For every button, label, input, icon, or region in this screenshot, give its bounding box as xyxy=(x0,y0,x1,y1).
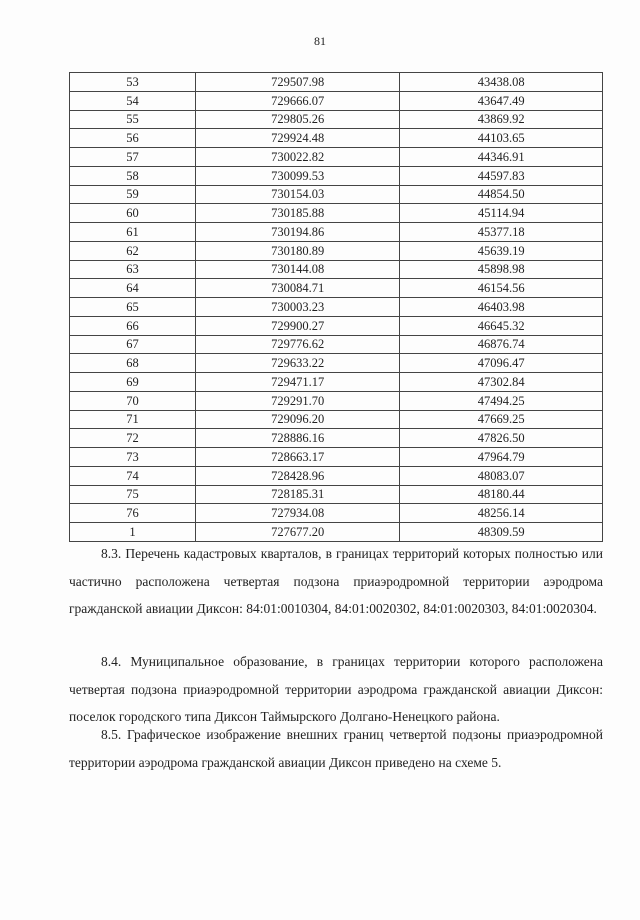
x-coordinate-cell: 727677.20 xyxy=(195,523,400,542)
point-number-cell: 60 xyxy=(70,204,196,223)
y-coordinate-cell: 46645.32 xyxy=(400,316,603,335)
point-number-cell: 57 xyxy=(70,148,196,167)
y-coordinate-cell: 48309.59 xyxy=(400,523,603,542)
x-coordinate-cell: 729900.27 xyxy=(195,316,400,335)
table-row xyxy=(70,204,603,223)
table-row xyxy=(70,110,603,129)
y-coordinate-cell: 47494.25 xyxy=(400,391,603,410)
y-coordinate-cell: 45114.94 xyxy=(400,204,603,223)
y-coordinate-cell: 44597.83 xyxy=(400,166,603,185)
table-row xyxy=(70,354,603,373)
x-coordinate-cell: 729805.26 xyxy=(195,110,400,129)
point-number-cell: 58 xyxy=(70,166,196,185)
point-number-cell: 63 xyxy=(70,260,196,279)
y-coordinate-cell: 43438.08 xyxy=(400,73,603,92)
y-coordinate-cell: 47096.47 xyxy=(400,354,603,373)
point-number-cell: 74 xyxy=(70,466,196,485)
coordinates-table xyxy=(69,72,603,542)
x-coordinate-cell: 729096.20 xyxy=(195,410,400,429)
point-number-cell: 76 xyxy=(70,504,196,523)
table-row xyxy=(70,185,603,204)
point-number-cell: 59 xyxy=(70,185,196,204)
table-row xyxy=(70,523,603,542)
x-coordinate-cell: 730194.86 xyxy=(195,223,400,242)
table-row xyxy=(70,91,603,110)
x-coordinate-cell: 729776.62 xyxy=(195,335,400,354)
y-coordinate-cell: 47302.84 xyxy=(400,373,603,392)
y-coordinate-cell: 48180.44 xyxy=(400,485,603,504)
point-number-cell: 72 xyxy=(70,429,196,448)
table-row xyxy=(70,129,603,148)
point-number-cell: 62 xyxy=(70,241,196,260)
table-row xyxy=(70,260,603,279)
x-coordinate-cell: 729291.70 xyxy=(195,391,400,410)
paragraph-8-3: 8.3. Перечень кадастровых кварталов, в границах территорий которых полностью или частично расположена четвертая подзона приаэродромной территории аэродрома гражданской авиации Диксон: 84:01:0010304, 84:01:0020302, 84:01:0020303, 84:01:0020304. xyxy=(69,546,603,616)
x-coordinate-cell: 730022.82 xyxy=(195,148,400,167)
table-row xyxy=(70,316,603,335)
x-coordinate-cell: 730180.89 xyxy=(195,241,400,260)
table-row xyxy=(70,298,603,317)
y-coordinate-cell: 44103.65 xyxy=(400,129,603,148)
y-coordinate-cell: 43869.92 xyxy=(400,110,603,129)
point-number-cell: 53 xyxy=(70,73,196,92)
y-coordinate-cell: 44854.50 xyxy=(400,185,603,204)
x-coordinate-cell: 728428.96 xyxy=(195,466,400,485)
table-row xyxy=(70,223,603,242)
x-coordinate-cell: 729507.98 xyxy=(195,73,400,92)
table-row xyxy=(70,429,603,448)
point-number-cell: 56 xyxy=(70,129,196,148)
table-row xyxy=(70,241,603,260)
table-row xyxy=(70,148,603,167)
y-coordinate-cell: 46403.98 xyxy=(400,298,603,317)
x-coordinate-cell: 727934.08 xyxy=(195,504,400,523)
y-coordinate-cell: 48083.07 xyxy=(400,466,603,485)
x-coordinate-cell: 729633.22 xyxy=(195,354,400,373)
point-number-cell: 64 xyxy=(70,279,196,298)
point-number-cell: 54 xyxy=(70,91,196,110)
table-row xyxy=(70,166,603,185)
y-coordinate-cell: 46154.56 xyxy=(400,279,603,298)
table-row xyxy=(70,485,603,504)
x-coordinate-cell: 728886.16 xyxy=(195,429,400,448)
paragraph-8-4: 8.4. Муниципальное образование, в границах территории которого расположена четвертая подзона приаэродромной территории аэродрома гражданской авиации Диксон: поселок городского типа Диксон Таймырского Долгано-Ненецкого района. xyxy=(69,654,603,724)
y-coordinate-cell: 47964.79 xyxy=(400,448,603,467)
x-coordinate-cell: 729471.17 xyxy=(195,373,400,392)
point-number-cell: 71 xyxy=(70,410,196,429)
y-coordinate-cell: 44346.91 xyxy=(400,148,603,167)
point-number-cell: 73 xyxy=(70,448,196,467)
y-coordinate-cell: 46876.74 xyxy=(400,335,603,354)
x-coordinate-cell: 729666.07 xyxy=(195,91,400,110)
x-coordinate-cell: 730185.88 xyxy=(195,204,400,223)
table-row xyxy=(70,335,603,354)
table-row xyxy=(70,466,603,485)
x-coordinate-cell: 729924.48 xyxy=(195,129,400,148)
y-coordinate-cell: 48256.14 xyxy=(400,504,603,523)
point-number-cell: 65 xyxy=(70,298,196,317)
table-row xyxy=(70,391,603,410)
table-row xyxy=(70,410,603,429)
point-number-cell: 69 xyxy=(70,373,196,392)
y-coordinate-cell: 45639.19 xyxy=(400,241,603,260)
page-number: 81 xyxy=(314,34,326,48)
point-number-cell: 61 xyxy=(70,223,196,242)
y-coordinate-cell: 43647.49 xyxy=(400,91,603,110)
x-coordinate-cell: 730099.53 xyxy=(195,166,400,185)
coordinates-table-body xyxy=(70,73,603,542)
y-coordinate-cell: 47669.25 xyxy=(400,410,603,429)
point-number-cell: 75 xyxy=(70,485,196,504)
point-number-cell: 1 xyxy=(70,523,196,542)
x-coordinate-cell: 730003.23 xyxy=(195,298,400,317)
y-coordinate-cell: 45898.98 xyxy=(400,260,603,279)
x-coordinate-cell: 730084.71 xyxy=(195,279,400,298)
paragraph-8-5: 8.5. Графическое изображение внешних границ четвертой подзоны приаэродромной территории аэродрома гражданской авиации Диксон приведено на схеме 5. xyxy=(69,727,603,770)
y-coordinate-cell: 45377.18 xyxy=(400,223,603,242)
x-coordinate-cell: 730144.08 xyxy=(195,260,400,279)
x-coordinate-cell: 728185.31 xyxy=(195,485,400,504)
table-row xyxy=(70,373,603,392)
point-number-cell: 67 xyxy=(70,335,196,354)
point-number-cell: 68 xyxy=(70,354,196,373)
table-row xyxy=(70,448,603,467)
x-coordinate-cell: 730154.03 xyxy=(195,185,400,204)
point-number-cell: 55 xyxy=(70,110,196,129)
table-row xyxy=(70,504,603,523)
y-coordinate-cell: 47826.50 xyxy=(400,429,603,448)
x-coordinate-cell: 728663.17 xyxy=(195,448,400,467)
point-number-cell: 66 xyxy=(70,316,196,335)
table-row xyxy=(70,73,603,92)
table-row xyxy=(70,279,603,298)
point-number-cell: 70 xyxy=(70,391,196,410)
